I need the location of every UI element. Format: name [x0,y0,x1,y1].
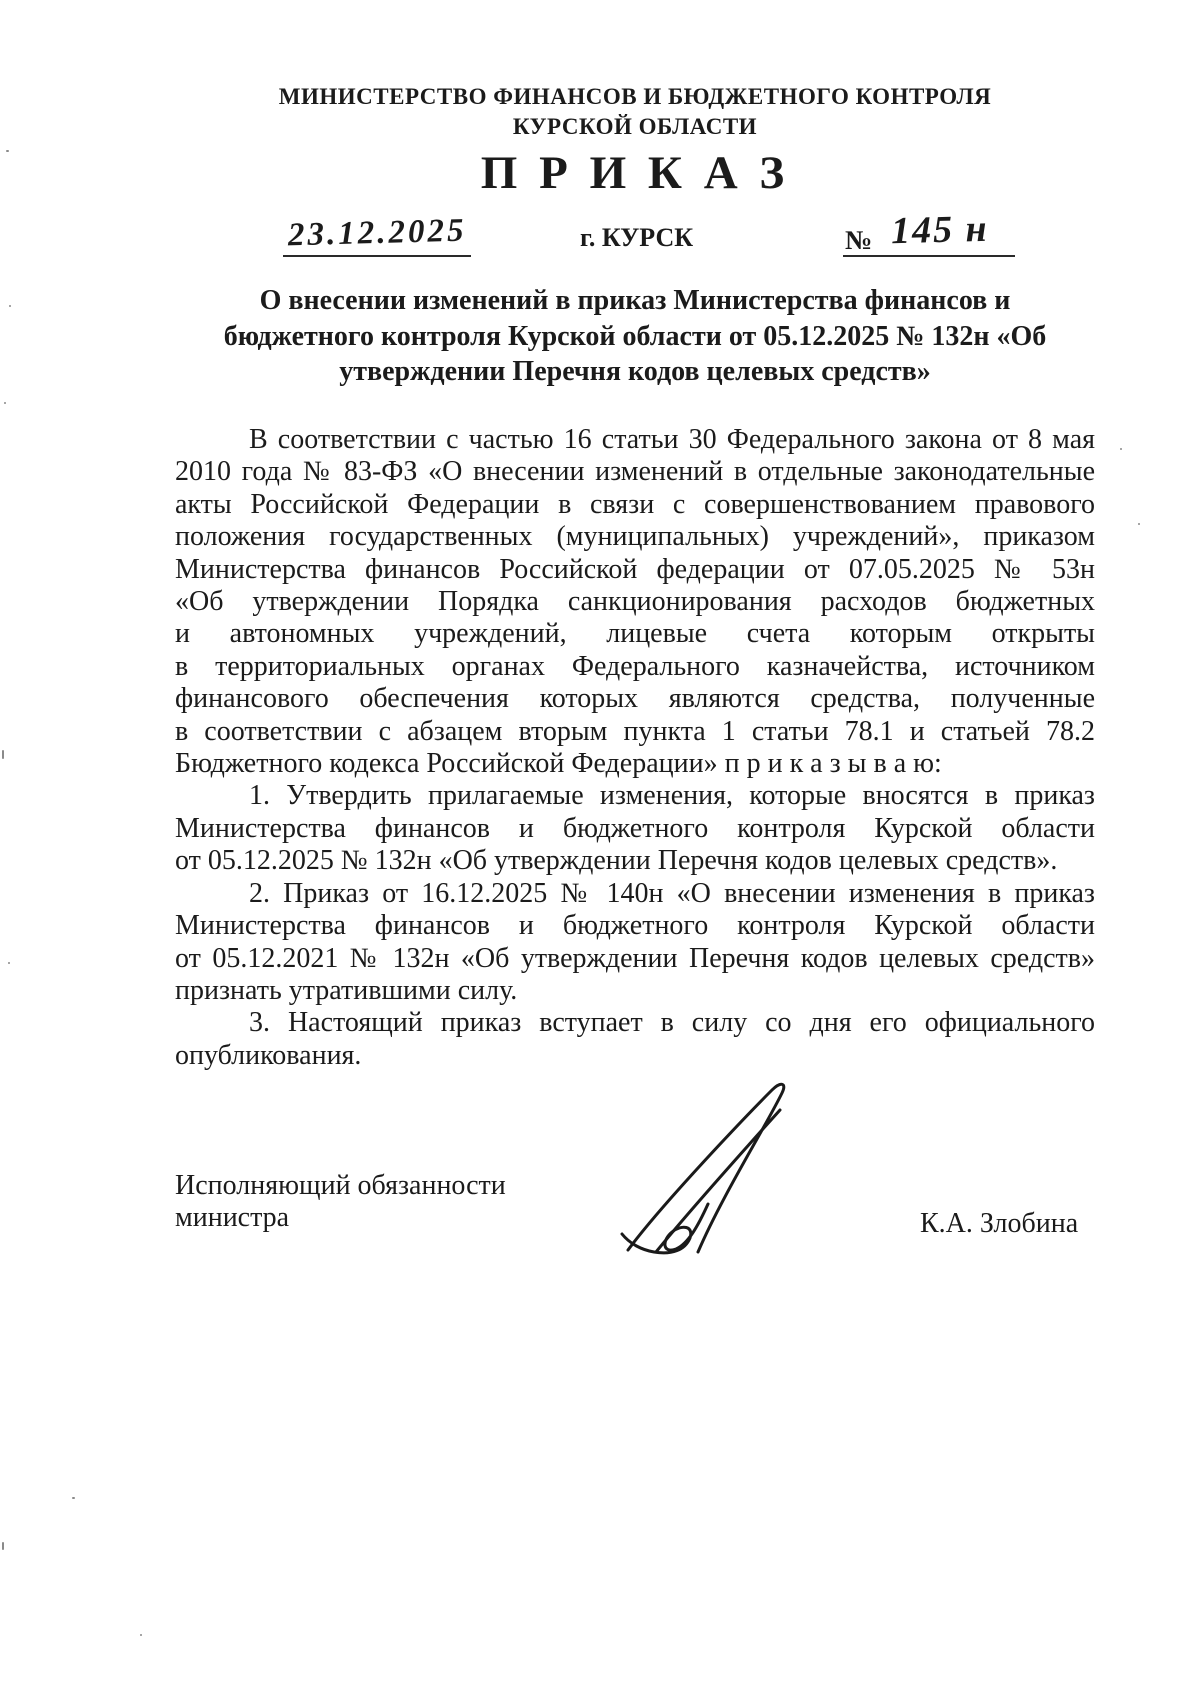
text-line: 1. Утвердить прилагаемые изменения, которые вносятся в приказ [249,780,1095,812]
item-1-paragraph [175,780,1095,877]
text-line: опубликования. [175,1039,362,1071]
scan-speck [2,750,4,759]
signer-position-line1: Исполняющий обязанности [175,1170,506,1201]
scan-speck [140,1634,142,1636]
text-line: финансового обеспечения которых являются средства, полученные [175,683,1095,715]
order-body [175,424,1095,1072]
requisites-row [175,207,1095,261]
text-line: Министерства финансов и бюджетного контроля Курской области [175,910,1095,942]
scan-speck [72,1497,75,1499]
text-line: акты Российской Федерации в связи с совершенствованием правового [175,488,1095,520]
date-field [283,213,471,257]
letterhead [175,82,1095,142]
text-line: Министерства финансов Российской федерации от 07.05.2025 № 53н [175,553,1095,585]
subject-line: бюджетного контроля Курской области от 05.12.2025 № 132н «Об [223,320,1047,352]
text-line: и автономных учреждений, лицевые счета которым открыты [175,618,1095,650]
scan-speck [4,402,6,404]
text-line: признать утратившими силу. [175,974,518,1006]
number-sign: № [845,225,873,255]
scan-speck [6,150,9,152]
doc-type-heading: П Р И К А З [480,147,790,199]
text-line: положения государственных (муниципальных) учреждений», приказом [175,521,1095,553]
scan-speck [9,305,11,307]
ministry-name-line2: КУРСКОЙ ОБЛАСТИ [512,114,758,139]
order-subject-title [175,283,1095,390]
text-line: 2010 года № 83-ФЗ «О внесении изменений в отдельные законодательные [175,456,1095,488]
text-line: от 05.12.2025 № 132н «Об утверждении Перечня кодов целевых средств». [175,845,1058,877]
text-line: 2. Приказ от 16.12.2025 № 140н «О внесении изменения в приказ [249,877,1095,909]
text-line: от 05.12.2021 № 132н «Об утверждении Перечня кодов целевых средств» [175,942,1095,974]
text-line: Министерства финансов и бюджетного контроля Курской области [175,812,1095,844]
text-line: в территориальных органах Федерального казначейства, источником [175,650,1095,682]
scan-speck [2,1542,4,1550]
subject-line: утверждении Перечня кодов целевых средств» [339,356,931,387]
scan-speck [1120,448,1122,450]
text-line: в соответствии с абзацем вторым пункта 1 статьи 78.1 и статьей 78.2 [175,715,1095,747]
handwritten-date: 23.12.2025 [287,212,467,254]
handwritten-number: 145 н [890,207,990,253]
text-line: 3. Настоящий приказ вступает в силу со дня его официального [249,1007,1095,1039]
place-label: г. КУРСК [580,223,694,252]
number-field [843,207,1015,257]
signer-name: К.А. Злобина [920,1208,1079,1239]
preamble-paragraph [175,424,1095,780]
scan-speck [1138,523,1140,525]
text-line: В соответствии с частью 16 статьи 30 Федерального закона от 8 мая [249,424,1095,455]
signer-position-line2: министра [175,1202,290,1234]
scan-speck [8,962,10,964]
ministry-name-line1: МИНИСТЕРСТВО ФИНАНСОВ И БЮДЖЕТНОГО КОНТРОЛЯ [278,84,992,109]
item-3-paragraph [175,1007,1095,1072]
subject-line: О внесении изменений в приказ Министерства финансов и [259,285,1011,316]
item-2-paragraph [175,878,1095,1008]
text-line: «Об утверждении Порядка санкционирования расходов бюджетных [175,586,1095,618]
signature-autograph [598,1078,838,1256]
text-line: Бюджетного кодекса Российской Федерации» п р и к а з ы в а ю: [175,748,942,780]
